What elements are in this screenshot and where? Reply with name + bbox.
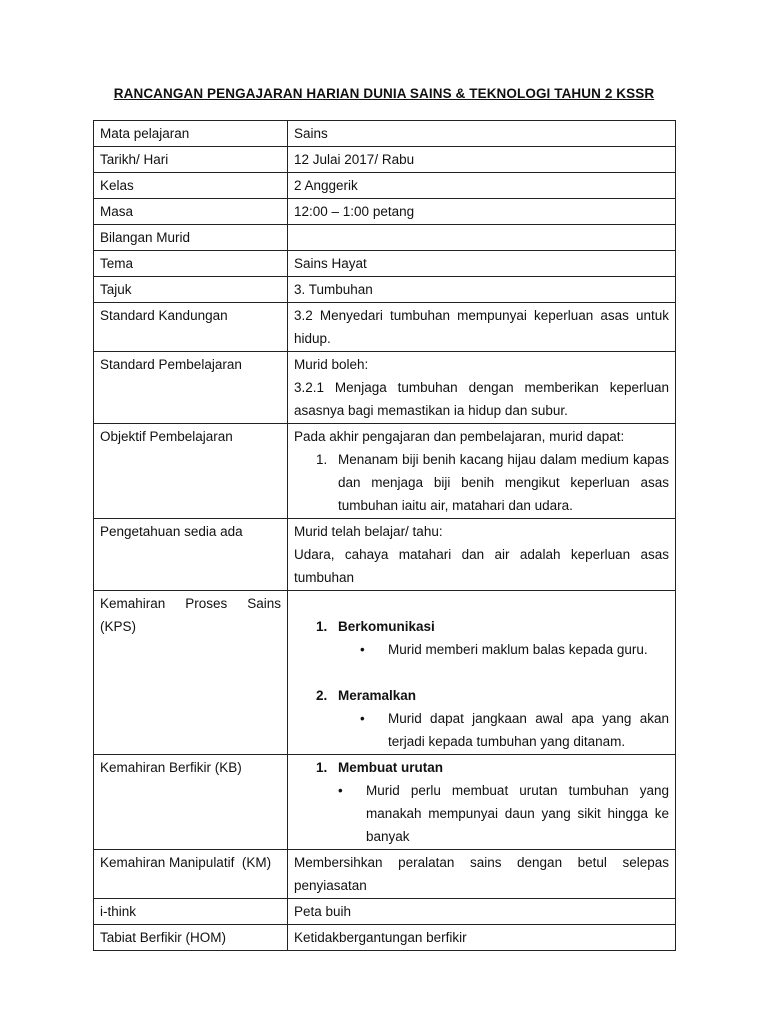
page-title: RANCANGAN PENGAJARAN HARIAN DUNIA SAINS & TEKNOLOGI TAHUN 2 KSSR (113, 86, 655, 101)
objective-item (294, 448, 669, 517)
row-label: Tajuk (94, 277, 288, 303)
table-row (94, 424, 676, 519)
table-row (94, 225, 676, 251)
row-label: Kemahiran Manipulatif (KM) (94, 850, 288, 899)
row-value: Sains (288, 121, 676, 147)
row-value (288, 424, 676, 519)
row-label: Tarikh/ Hari (94, 147, 288, 173)
table-row (94, 199, 676, 225)
row-value: 3. Tumbuhan (288, 277, 676, 303)
row-label: Masa (94, 199, 288, 225)
row-label: Kelas (94, 173, 288, 199)
item-number: 2. (316, 688, 328, 703)
bullet-icon: • (360, 642, 365, 657)
bullet-icon: • (360, 711, 365, 726)
lesson-plan-table (93, 120, 676, 951)
table-row (94, 925, 676, 951)
item-number: 1. (316, 760, 328, 775)
kps-item (294, 615, 669, 638)
table-row (94, 277, 676, 303)
kb-item (294, 756, 669, 779)
row-value (288, 225, 676, 251)
item-number: 1. (316, 452, 328, 467)
table-row (94, 251, 676, 277)
bullet-icon: • (338, 783, 343, 798)
kps-bullet (294, 707, 669, 753)
table-row (94, 519, 676, 591)
row-value: Sains Hayat (288, 251, 676, 277)
item-heading: Meramalkan (338, 688, 417, 703)
row-label: Standard Pembelajaran (94, 352, 288, 424)
table-row (94, 352, 676, 424)
row-value (288, 755, 676, 850)
item-text: Menanam biji benih kacang hijau dalam medium kapas dan menjaga biji benih mengikut keperluan asas tumbuhan iaitu air, matahari dan udara. (338, 452, 669, 513)
bullet-text: Murid perlu membuat urutan tumbuhan yang manakah mempunyai daun yang sikit hingga ke banyak (366, 783, 669, 844)
kps-bullet (294, 638, 669, 661)
row-value: 3.2 Menyedari tumbuhan mempunyai keperluan asas untuk hidup. (288, 303, 676, 352)
row-label: Bilangan Murid (94, 225, 288, 251)
row-intro: Murid boleh: (294, 357, 369, 372)
bullet-text: Murid dapat jangkaan awal apa yang akan terjadi kepada tumbuhan yang ditanam. (388, 711, 669, 749)
kps-label-line1: Kemahiran Proses Sains (100, 596, 281, 611)
row-label: Standard Kandungan (94, 303, 288, 352)
row-label: Tema (94, 251, 288, 277)
table-row (94, 121, 676, 147)
table-row (94, 147, 676, 173)
row-value (288, 352, 676, 424)
kb-bullet (294, 779, 669, 848)
row-label: i-think (94, 899, 288, 925)
row-value: 12:00 – 1:00 petang (288, 199, 676, 225)
table-row (94, 303, 676, 352)
row-value: 2 Anggerik (288, 173, 676, 199)
item-heading: Berkomunikasi (338, 619, 435, 634)
item-number: 1. (316, 619, 328, 634)
row-label: Mata pelajaran (94, 121, 288, 147)
row-label: Kemahiran Berfikir (KB) (94, 755, 288, 850)
row-intro: Pada akhir pengajaran dan pembelajaran, murid dapat: (294, 429, 625, 444)
row-intro: Murid telah belajar/ tahu: (294, 524, 443, 539)
bullet-text: Murid memberi maklum balas kepada guru. (388, 642, 648, 657)
item-heading: Membuat urutan (338, 760, 444, 775)
table-row (94, 850, 676, 899)
kps-label-line2: (KPS) (100, 619, 137, 634)
row-label (94, 591, 288, 755)
row-value: Ketidakbergantungan berfikir (288, 925, 676, 951)
table-row (94, 591, 676, 755)
row-label: Objektif Pembelajaran (94, 424, 288, 519)
table-row (94, 899, 676, 925)
table-row (94, 755, 676, 850)
row-value (288, 591, 676, 755)
row-value: 12 Julai 2017/ Rabu (288, 147, 676, 173)
kps-item (294, 684, 669, 707)
row-text: Udara, cahaya matahari dan air adalah keperluan asas tumbuhan (294, 547, 669, 585)
row-label: Tabiat Berfikir (HOM) (94, 925, 288, 951)
row-value: Membersihkan peralatan sains dengan betul selepas penyiasatan (288, 850, 676, 899)
row-text: 3.2.1 Menjaga tumbuhan dengan memberikan keperluan asasnya bagi memastikan ia hidup dan subur. (294, 380, 669, 418)
row-value (288, 519, 676, 591)
table-row (94, 173, 676, 199)
row-value: Peta buih (288, 899, 676, 925)
row-label: Pengetahuan sedia ada (94, 519, 288, 591)
